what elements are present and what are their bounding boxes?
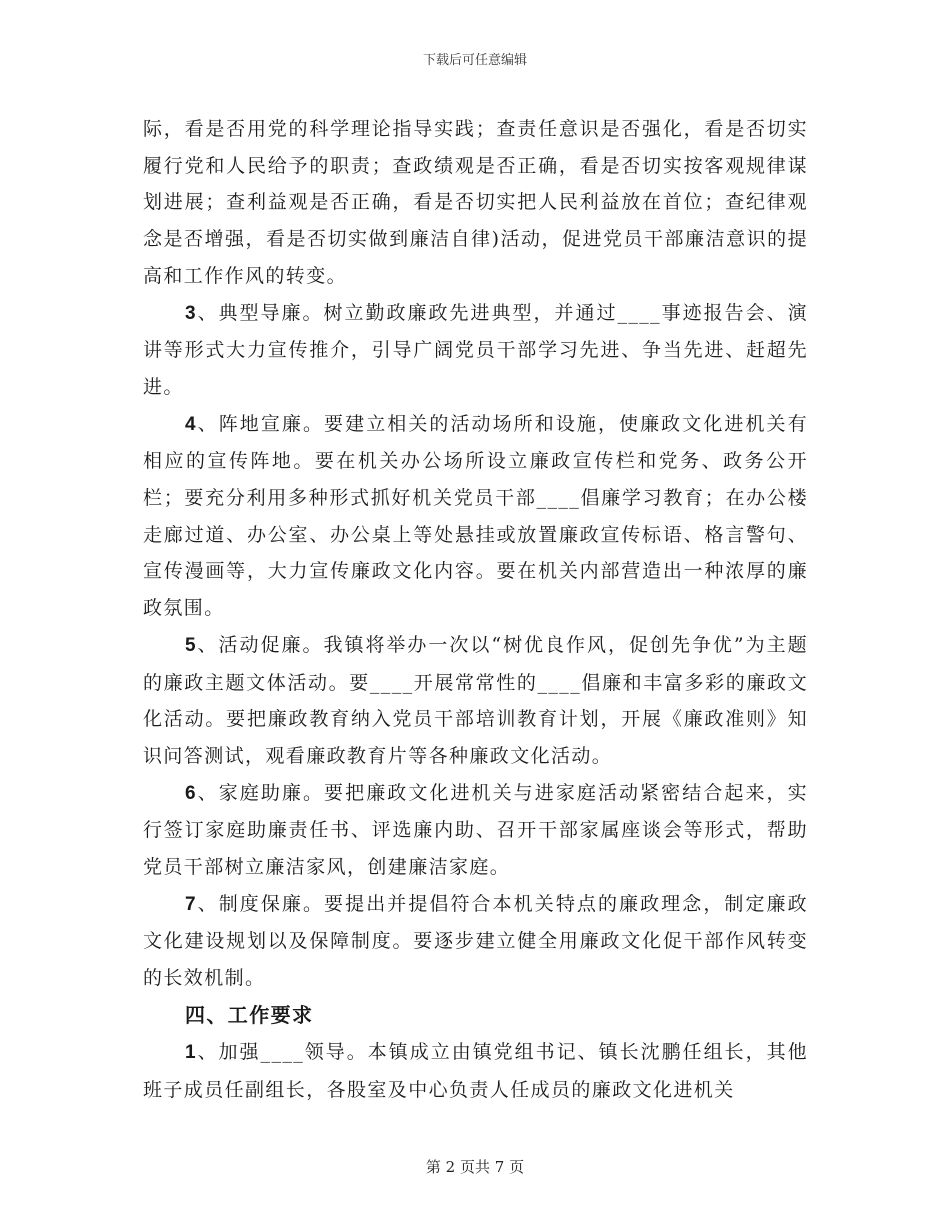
paragraph-text: 、典型导廉。树立勤政廉政先进典型，并通过____事迹报告会、演讲等形式大力宣传推介，引导广阔党员干部学习先进、争当先进、赶超先进。 [143, 301, 808, 398]
item-number: 5 [185, 634, 197, 656]
paragraph-item-3 [143, 295, 808, 406]
paragraph-item-1 [143, 1034, 808, 1108]
paragraph-item-5 [143, 627, 808, 775]
paragraph-text: 、家庭助廉。要把廉政文化进机关与进家庭活动紧密结合起来，实行签订家庭助廉责任书、评选廉内助、召开干部家属座谈会等形式，帮助党员干部树立廉洁家风，创建廉洁家庭。 [143, 781, 808, 879]
item-number: 6 [185, 782, 197, 804]
section-heading: 四、工作要求 [185, 1002, 314, 1027]
paragraph-text: 、加强____领导。本镇成立由镇党组书记、镇长沈鹏任组长，其他班子成员任副组长，各股室及中心负责人任成员的廉政文化进机关 [143, 1040, 808, 1101]
paragraph-text: 、活动促廉。我镇将举办一次以“树优良作风，促创先争优”为主题的廉政主题文体活动。要____开展常常性的____倡廉和丰富多彩的廉政文化活动。要把廉政教育纳入党员干部培训教育计划，开展《廉政准则》知识问答测试，观看廉政教育片等各种廉政文化活动。 [143, 633, 808, 767]
paragraph-item-6 [143, 775, 808, 886]
page-header-note: 下载后可任意编辑 [422, 53, 527, 68]
paragraph-text: 、制度保廉。要提出并提倡符合本机关特点的廉政理念，制定廉政文化建设规划以及保障制度。要逐步建立健全用廉政文化促干部作风转变的长效机制。 [143, 892, 808, 990]
item-number: 3 [185, 302, 197, 324]
item-number: 7 [185, 893, 197, 915]
paragraph-text: 际，看是否用党的科学理论指导实践；查责任意识是否强化，看是否切实履行党和人民给予的职责；查政绩观是否正确，看是否切实按客观规律谋划进展；查利益观是否正确，看是否切实把人民利益放在首位；查纪律观念是否增强，看是否切实做到廉洁自律)活动，促进党员干部廉洁意识的提高和工作作风的转变。 [143, 118, 808, 287]
page-number-footer: 第 2 页共 7 页 [425, 1158, 525, 1176]
paragraph-item-4 [143, 406, 808, 627]
item-number: 4 [185, 413, 197, 435]
paragraph-item-7 [143, 886, 808, 997]
paragraph-continuation [143, 111, 808, 295]
item-number: 1 [185, 1041, 197, 1063]
paragraph-text: 、阵地宣廉。要建立相关的活动场所和设施，使廉政文化进机关有相应的宣传阵地。要在机关办公场所设立廉政宣传栏和党务、政务公开栏；要充分利用多种形式抓好机关党员干部____倡廉学习教育；在办公楼走廊过道、办公室、办公桌上等处悬挂或放置廉政宣传标语、格言警句、宣传漫画等，大力宣传廉政文化内容。要在机关内部营造出一种浓厚的廉政氛围。 [143, 412, 808, 620]
document-body [143, 111, 808, 1108]
